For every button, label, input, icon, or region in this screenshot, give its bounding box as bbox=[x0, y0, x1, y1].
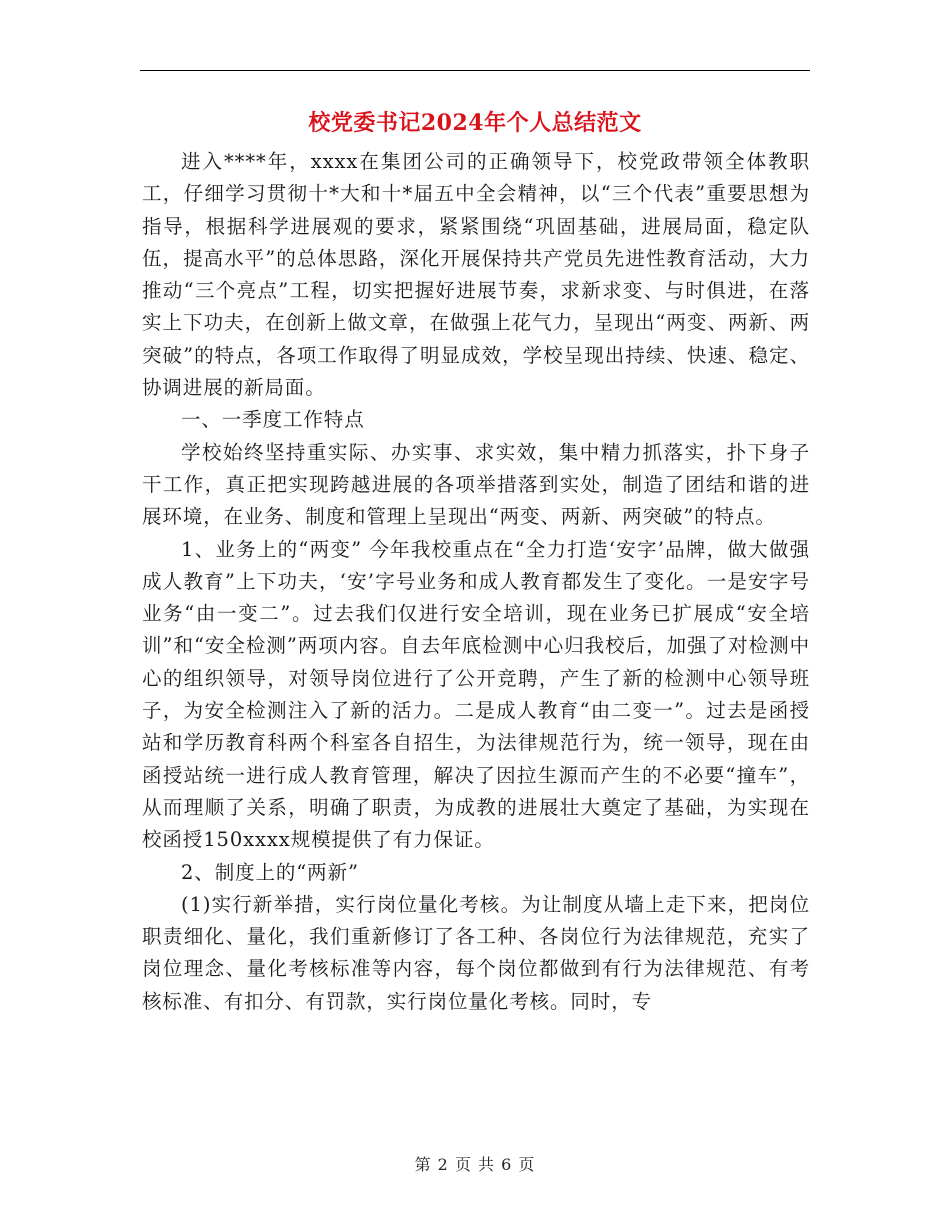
paragraph-intro: 进入****年，xxxx在集团公司的正确领导下，校党政带领全体教职工，仔细学习贯彻十*大和十*届五中全会精神，以“三个代表”重要思想为指导，根据科学进展观的要求，紧紧围绕“巩固基础，进展局面，稳定队伍，提高水平”的总体思路，深化开展保持共产党员先进性教育活动，大力推动“三个亮点”工程，切实把握好进展节奏，求新求变、与时俱进，在落实上下功夫，在创新上做文章，在做强上花气力，呈现出“两变、两新、两突破”的特点，各项工作取得了明显成效，学校呈现出持续、快速、稳定、协调进展的新局面。 bbox=[142, 150, 810, 400]
paragraph-business-changes: 1、业务上的“两变” 今年我校重点在“全力打造‘安字’品牌，做大做强成人教育”上下功夫，‘安’字号业务和成人教育都发生了变化。一是安字号业务“由一变二”。过去我们仅进行安全培训，现在业务已扩展成“安全培训”和“安全检测”两项内容。自去年底检测中心归我校后，加强了对检测中心的组织领导，对领导岗位进行了公开竞聘，产生了新的检测中心领导班子，为安全检测注入了新的活力。二是成人教育“由二变一”。过去是函授站和学历教育科两个科室各自招生，为法律规范行为，统一领导，现在由函授站统一进行成人教育管理，解决了因拉生源而产生的不必要“撞车”，从而理顺了关系，明确了职责，为成教的进展壮大奠定了基础，为实现在校函授150xxxx规模提供了有力保证。 bbox=[142, 537, 810, 852]
paragraph-q1-summary: 学校始终坚持重实际、办实事、求实效，集中精力抓落实，扑下身子干工作，真正把实现跨越进展的各项举措落到实处，制造了团结和谐的进展环境，在业务、制度和管理上呈现出“两变、两新、两突破”的特点。 bbox=[142, 440, 810, 529]
document-body bbox=[142, 146, 810, 1018]
section-heading-q1: 一、一季度工作特点 bbox=[181, 408, 365, 432]
subheading-system-new: 2、制度上的“两新” bbox=[181, 860, 359, 884]
page-number-footer: 第 2 页 共 6 页 bbox=[414, 1155, 536, 1174]
document-title: 校党委书记2024年个人总结范文 bbox=[308, 110, 642, 136]
header-rule bbox=[140, 70, 810, 71]
paragraph-new-measures: (1)实行新举措，实行岗位量化考核。为让制度从墙上走下来，把岗位职责细化、量化，我们重新修订了各工种、各岗位行为法律规范，充实了岗位理念、量化考核标准等内容，每个岗位都做到有行为法律规范、有考核标准、有扣分、有罚款，实行岗位量化考核。同时，专 bbox=[142, 892, 810, 1013]
